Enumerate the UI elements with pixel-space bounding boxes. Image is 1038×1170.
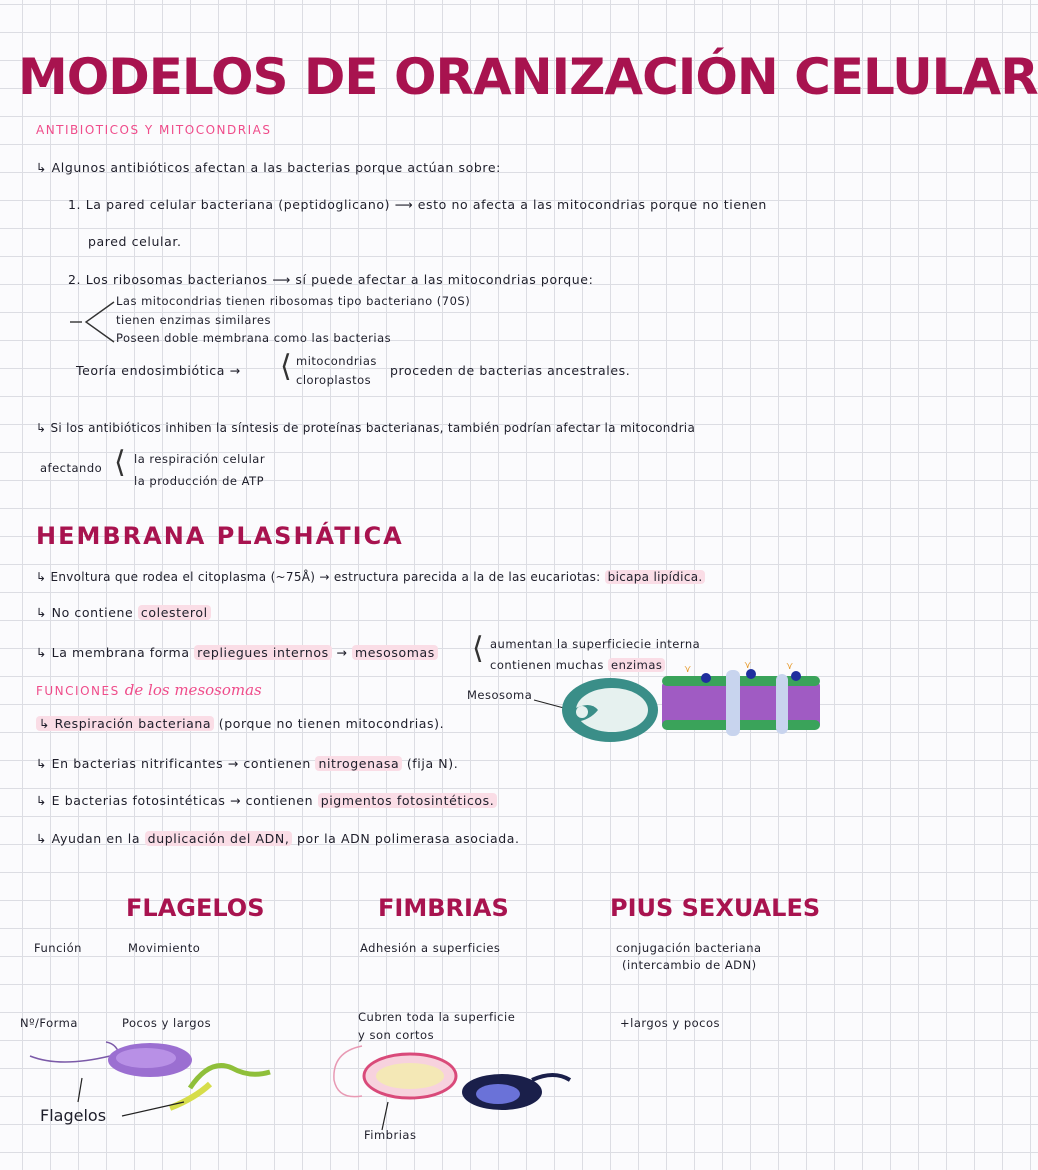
pilus-funcion-line-1: conjugación bacteriana bbox=[616, 941, 762, 955]
page-title: MODELOS DE ORANIZACIÓN CELULAR bbox=[18, 48, 1038, 106]
flagelos-forma: Pocos y largos bbox=[122, 1016, 212, 1030]
section-heading-membrana: HEMBRANA PLASHÁTICA bbox=[36, 522, 404, 550]
item-1-line-a: 1. La pared celular bacteriana (peptidoglicano) ⟶ esto no afecta a las mitocondrias porque no tienen bbox=[68, 197, 767, 212]
afectando-item-respiracion: la respiración celular bbox=[134, 452, 266, 466]
meso-item-superficie: aumentan la superficiecie interna bbox=[490, 637, 701, 651]
funciones-heading-b: de los mesosomas bbox=[124, 681, 262, 699]
membrana-line-3-arrow: → bbox=[336, 645, 348, 660]
funcion-4-tail: por la ADN polimerasa asociada. bbox=[296, 831, 520, 846]
item-1-line-b: pared celular. bbox=[88, 234, 182, 249]
teoria-label: Teoría endosimbiótica → bbox=[76, 363, 241, 378]
funcion-2-text: ↳ En bacterias nitrificantes → contienen bbox=[36, 756, 311, 771]
section-heading-antibioticos: ANTIBIOTICOS Y MITOCONDRIAS bbox=[36, 123, 272, 137]
membrana-line-2 bbox=[36, 605, 211, 620]
fimbrias-forma-line-2: y son cortos bbox=[358, 1028, 435, 1042]
fimbrias-illustration bbox=[322, 1040, 582, 1140]
svg-text:⋎: ⋎ bbox=[786, 661, 794, 672]
pilus-forma: +largos y pocos bbox=[620, 1016, 721, 1030]
membrana-line-1-text: ↳ Envoltura que rodea el citoplasma (~75Å) → estructura parecida a la de las eucariotas: bbox=[36, 570, 601, 584]
funcion-3 bbox=[36, 793, 497, 808]
row-label-funcion: Función bbox=[34, 941, 82, 955]
meso-item-enzimas-text: contienen muchas bbox=[490, 658, 604, 672]
reason-1: Las mitocondrias tienen ribosomas tipo bacteriano (70S) bbox=[116, 294, 471, 308]
svg-text:⋎: ⋎ bbox=[744, 660, 752, 671]
si-antibioticos-text: ↳ Si los antibióticos inhiben la síntesis de proteínas bacterianas, también podrían afectar la mitocondria bbox=[36, 421, 696, 435]
afectando-brace: ⟨ bbox=[114, 445, 126, 480]
mesosoma-label: Mesosoma bbox=[467, 688, 533, 702]
row-label-forma: Nº/Forma bbox=[20, 1016, 78, 1030]
item-2-text: 2. Los ribosomas bacterianos ⟶ sí puede afectar a las mitocondrias porque: bbox=[68, 272, 594, 287]
reasons-brace bbox=[70, 298, 120, 346]
reason-3: Poseen doble membrana como las bacterias bbox=[116, 331, 392, 345]
nitrogenasa-highlight: nitrogenasa bbox=[315, 756, 402, 771]
enzimas-highlight: enzimas bbox=[608, 658, 665, 672]
fimbrias-funcion: Adhesión a superficies bbox=[360, 941, 501, 955]
flagelos-funcion: Movimiento bbox=[128, 941, 201, 955]
intro-text: ↳ Algunos antibióticos afectan a las bacterias porque actúan sobre: bbox=[36, 160, 501, 175]
flagelos-label: Flagelos bbox=[40, 1106, 107, 1125]
teoria-item-mitocondrias: mitocondrias bbox=[296, 354, 377, 368]
teoria-brace: ⟨ bbox=[280, 349, 292, 384]
teoria-item-cloroplastos: cloroplastos bbox=[296, 373, 372, 387]
flagelos-illustration bbox=[20, 1038, 280, 1148]
repliegues-highlight: repliegues internos bbox=[194, 645, 332, 660]
funcion-4-text: ↳ Ayudan en la bbox=[36, 831, 141, 846]
respiracion-highlight: ↳ Respiración bacteriana bbox=[36, 716, 214, 731]
reason-2: tienen enzimas similares bbox=[116, 313, 271, 327]
membrana-line-2-text: ↳ No contiene bbox=[36, 605, 134, 620]
mesosomas-highlight: mesosomas bbox=[352, 645, 438, 660]
afectando-item-atp: la producción de ATP bbox=[134, 474, 265, 488]
svg-text:⋎: ⋎ bbox=[684, 664, 692, 675]
colesterol-highlight: colesterol bbox=[138, 605, 211, 620]
column-heading-pilus: PIUS SEXUALES bbox=[610, 894, 821, 922]
afectando-label: afectando bbox=[40, 461, 103, 475]
membrana-line-1 bbox=[36, 570, 705, 584]
funcion-1-rest: (porque no tienen mitocondrias). bbox=[218, 716, 445, 731]
fimbrias-label: Fimbrias bbox=[364, 1128, 417, 1142]
bicapa-highlight: bicapa lipídica. bbox=[605, 570, 706, 584]
funciones-heading bbox=[36, 680, 262, 699]
membrane-illustration bbox=[656, 660, 826, 740]
membrana-line-3 bbox=[36, 645, 438, 660]
funcion-4 bbox=[36, 831, 520, 846]
mesosoma-illustration bbox=[520, 670, 650, 750]
pigmentos-highlight: pigmentos fotosintéticos. bbox=[318, 793, 498, 808]
column-heading-fimbrias: FIMBRIAS bbox=[378, 894, 509, 922]
duplicacion-highlight: duplicación del ADN, bbox=[145, 831, 293, 846]
funcion-2-tail: (fija N). bbox=[406, 756, 459, 771]
meso-brace: ⟨ bbox=[472, 631, 484, 666]
fimbrias-forma-line-1: Cubren toda la superficie bbox=[358, 1010, 516, 1024]
membrana-line-3-text: ↳ La membrana forma bbox=[36, 645, 190, 660]
column-heading-flagelos: FLAGELOS bbox=[126, 894, 265, 922]
funcion-1 bbox=[36, 716, 444, 731]
funciones-heading-a: FUNCIONES bbox=[36, 684, 120, 698]
funcion-3-text: ↳ E bacterias fotosintéticas → contienen bbox=[36, 793, 314, 808]
teoria-tail: proceden de bacterias ancestrales. bbox=[390, 363, 631, 378]
funcion-2 bbox=[36, 756, 458, 771]
pilus-funcion-line-2: (intercambio de ADN) bbox=[622, 958, 757, 972]
